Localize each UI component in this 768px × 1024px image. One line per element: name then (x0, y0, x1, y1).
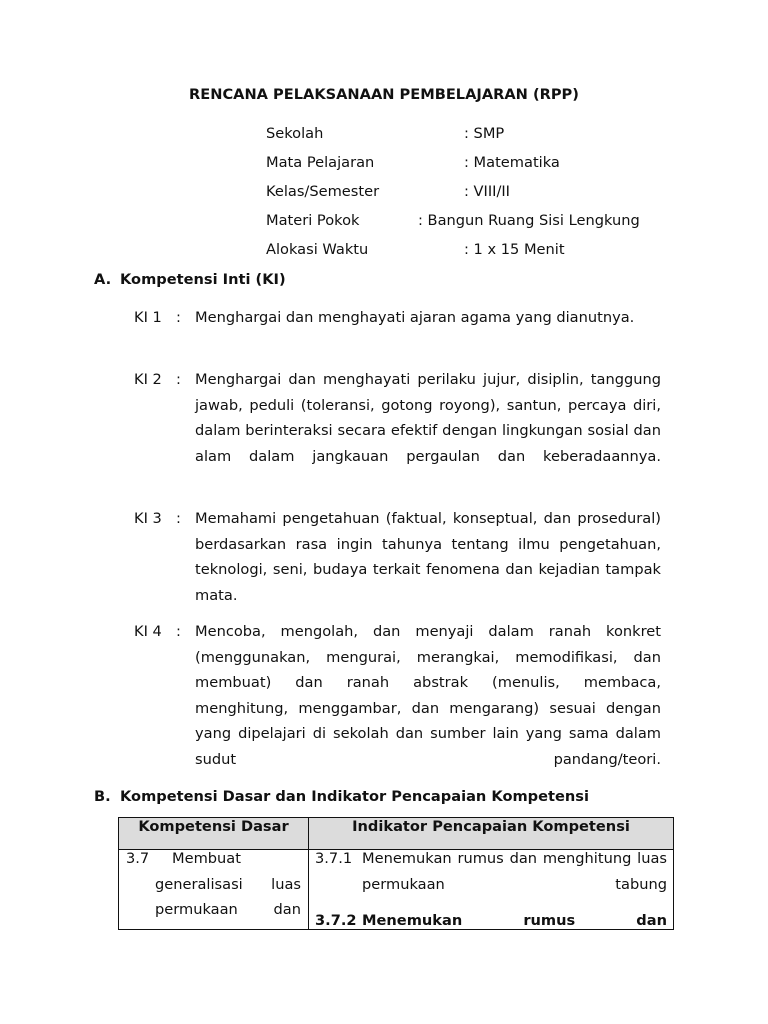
indicator-number: 3.7.2 (315, 912, 357, 929)
table-header-kd: Kompetensi Dasar (138, 818, 289, 835)
ki-text: Menghargai dan menghayati perilaku jujur, disiplin, tanggung jawab, peduli (toleransi, gotong royong), santun, percaya diri, dalam berinteraksi secara efektif dengan lingkungan sosial dan alam dalam jangkauan pergaulan dan keberadaannya. (195, 371, 661, 465)
identity-value-sekolah: : SMP (464, 125, 505, 142)
identity-value-kelas: : VIII/II (464, 183, 510, 200)
ki-colon: : (176, 371, 181, 388)
ki-colon: : (176, 510, 181, 527)
ki-text: Memahami pengetahuan (faktual, konseptual, dan prosedural) berdasarkan rasa ingin tahunya tentang ilmu pengetahuan, teknologi, seni, budaya terkait fenomena dan kejadian tampak mata. (195, 510, 661, 604)
ki-code: KI 4 (134, 623, 162, 640)
ki-code: KI 2 (134, 371, 162, 388)
identity-label-kelas: Kelas/Semester (266, 183, 380, 200)
section-a-number: A. (94, 271, 112, 288)
section-b-title: Kompetensi Dasar dan Indikator Pencapaian Kompetensi (120, 788, 589, 805)
kd-number: 3.7 (126, 850, 150, 867)
indicator-number: 3.7.1 (315, 850, 353, 867)
identity-label-mapel: Mata Pelajaran (266, 154, 375, 171)
page-title: RENCANA PELAKSANAAN PEMBELAJARAN (RPP) (189, 86, 579, 103)
ki-colon: : (176, 623, 181, 640)
ki-text: Menghargai dan menghayati ajaran agama yang dianutnya. (195, 309, 635, 326)
section-a-title: Kompetensi Inti (KI) (120, 271, 286, 288)
section-b-heading (94, 788, 589, 805)
ki-code: KI 3 (134, 510, 162, 527)
section-b-number: B. (94, 788, 111, 805)
ki-colon: : (176, 309, 181, 326)
ki-code: KI 1 (134, 309, 162, 326)
competency-table (118, 817, 674, 930)
indicator-text: Menemukan rumus dan menghitung luas permukaan tabung (362, 850, 667, 893)
ki-text: Mencoba, mengolah, dan menyaji dalam ranah konkret (menggunakan, mengurai, merangkai, memodifikasi, dan membuat) dan ranah abstrak (menulis, membaca, menghitung, menggambar, dan mengarang) sesuai dengan yang dipelajari di sekolah dan sumber lain yang sama dalam sudut pandang/teori. (195, 623, 661, 768)
section-a-heading (94, 271, 286, 288)
identity-value-materi: : Bangun Ruang Sisi Lengkung (418, 212, 640, 229)
identity-label-alokasi: Alokasi Waktu (266, 241, 369, 258)
kd-text: Membuat generalisasi luas permukaan dan (155, 850, 301, 918)
identity-label-sekolah: Sekolah (266, 125, 324, 142)
indicator-text: Menemukan rumus dan (362, 912, 667, 929)
identity-label-materi: Materi Pokok (266, 212, 360, 229)
identity-value-alokasi: : 1 x 15 Menit (464, 241, 565, 258)
table-header-ipk: Indikator Pencapaian Kompetensi (352, 818, 630, 835)
identity-value-mapel: : Matematika (464, 154, 560, 171)
